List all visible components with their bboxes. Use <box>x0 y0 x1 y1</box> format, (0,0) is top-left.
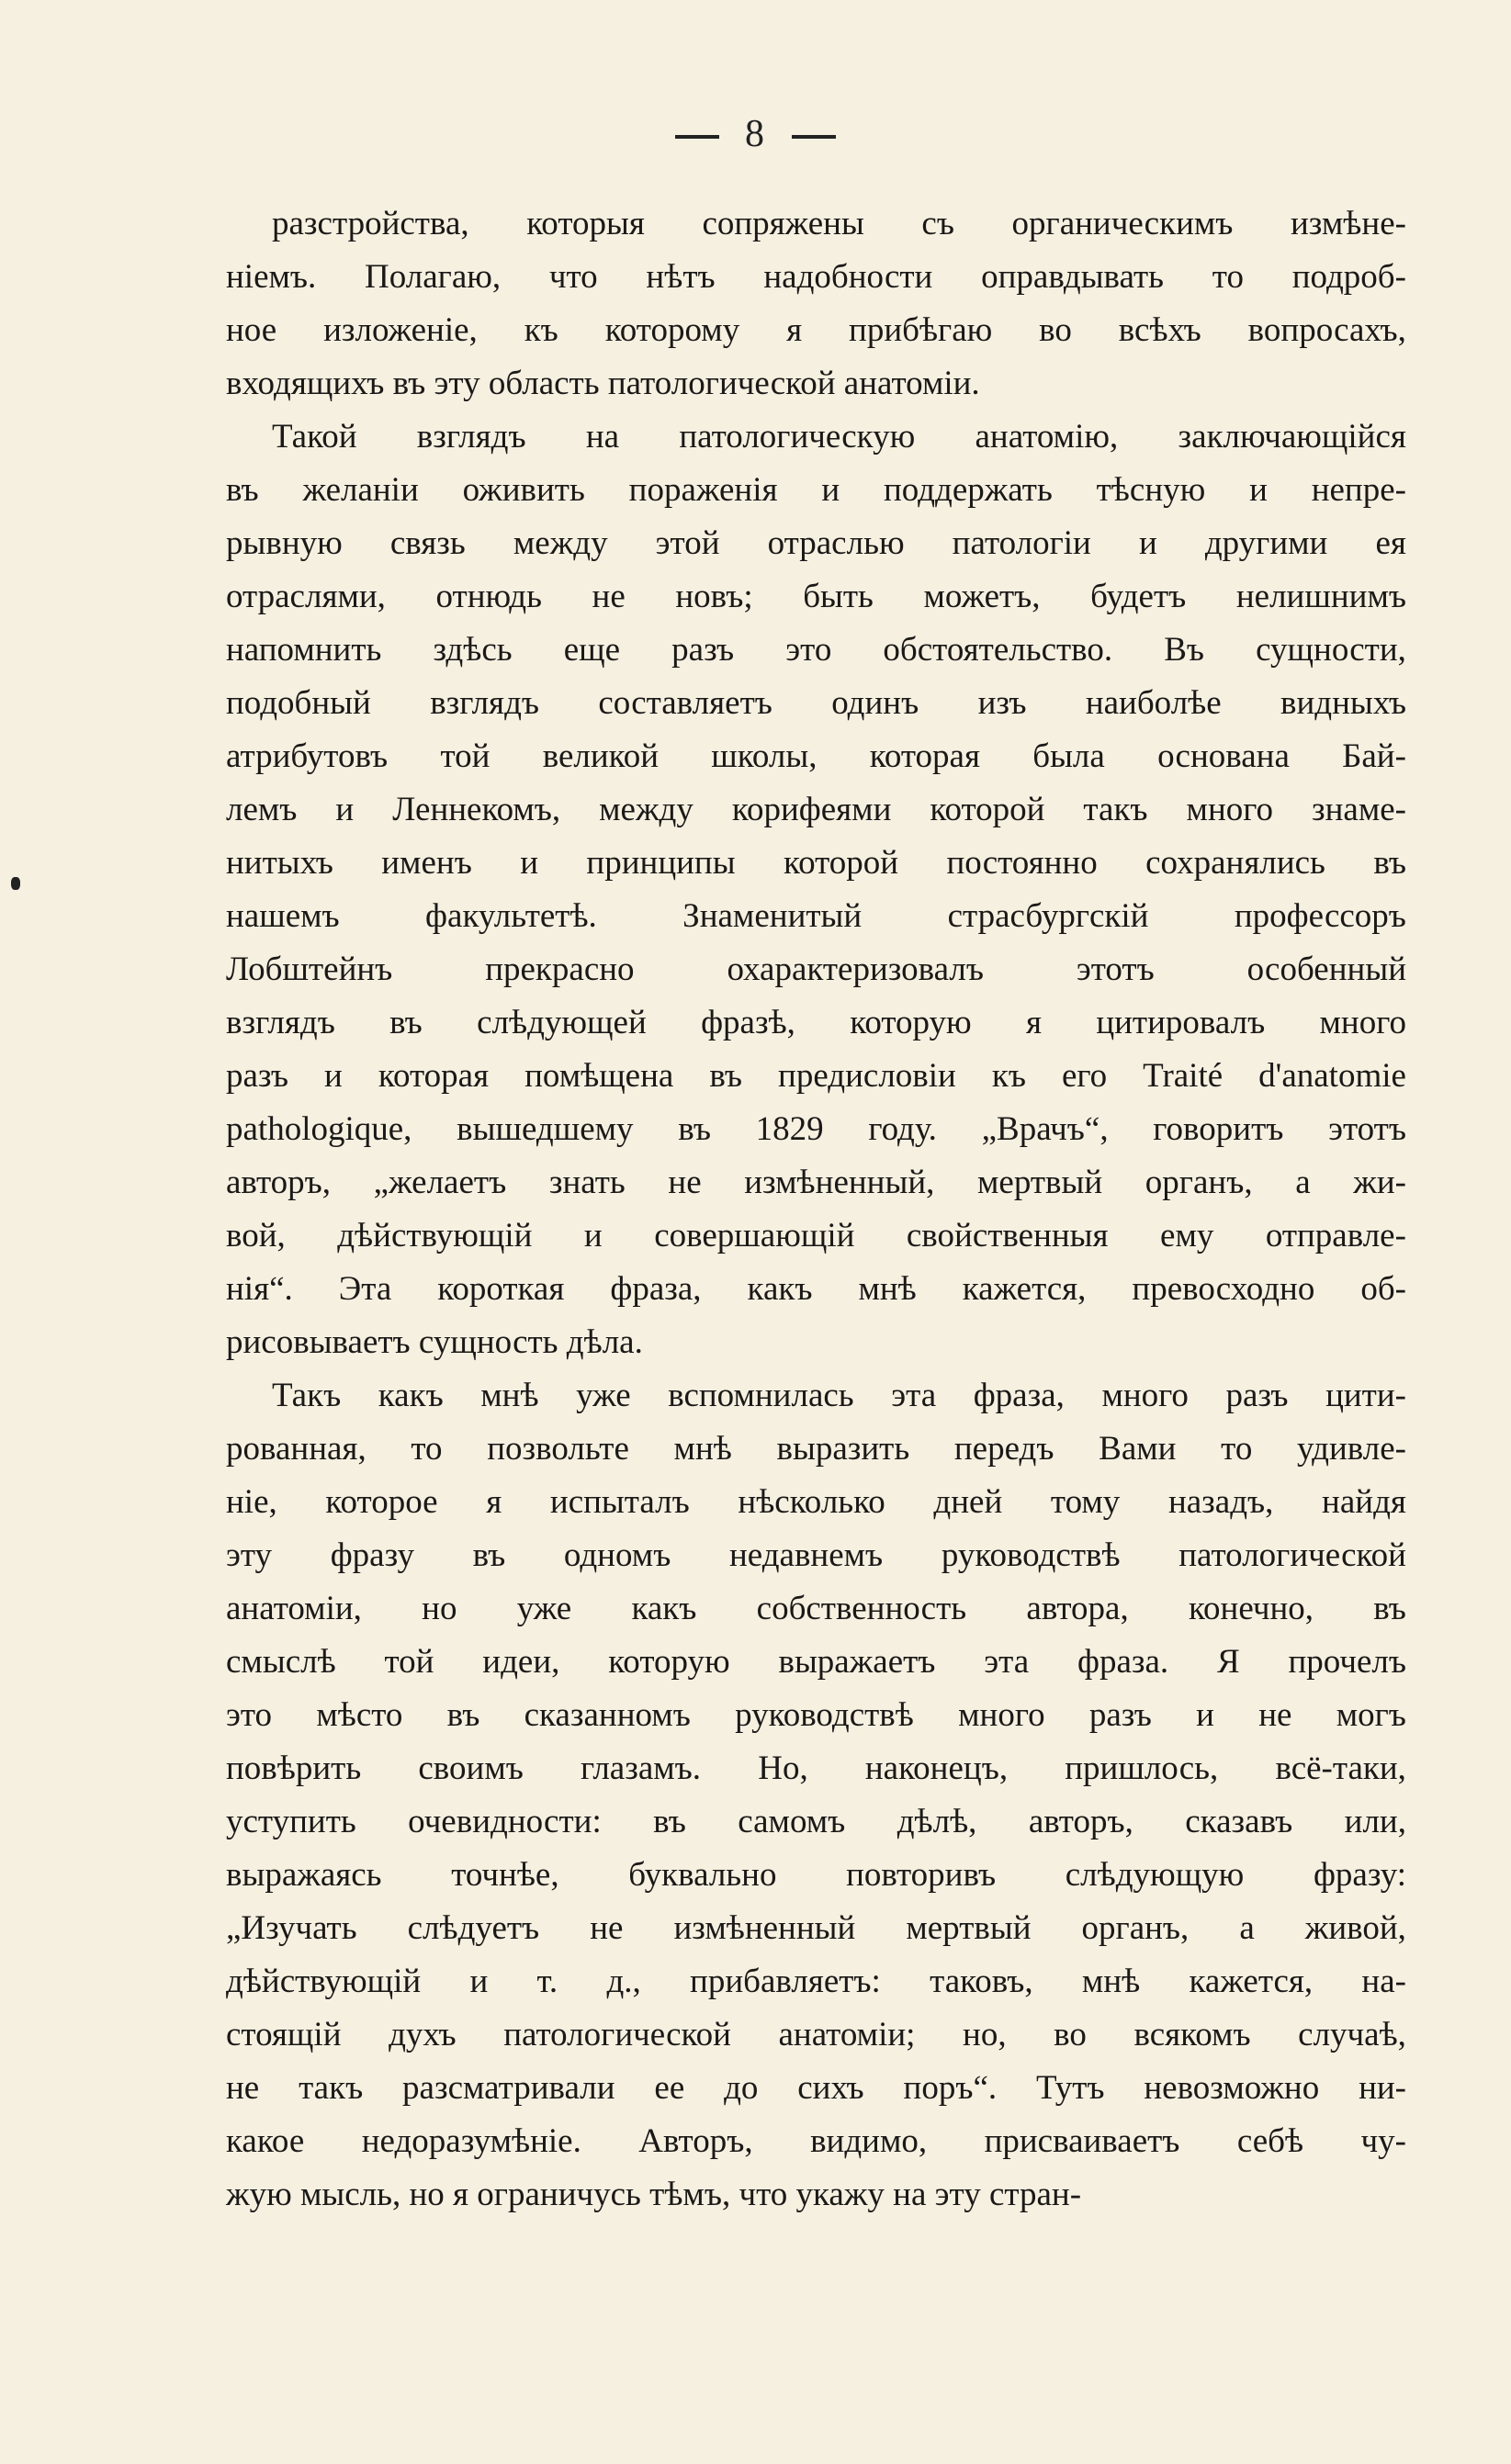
paragraph <box>226 197 1406 411</box>
text-line: разстройства, которыя сопряжены съ органическимъ измѣне- <box>272 205 1406 242</box>
text-line: входящихъ въ эту область патологической анатоміи. <box>226 365 980 402</box>
text-line: напомнить здѣсь еще разъ это обстоятельство. Въ сущности, <box>226 631 1406 669</box>
text-line: pathologique, вышедшему въ 1829 году. „Врачъ“, говоритъ этотъ <box>226 1110 1406 1148</box>
text-line: лемъ и Леннекомъ, между корифеями которой такъ много знаме- <box>226 791 1406 828</box>
text-line: уступить очевидности: въ самомъ дѣлѣ, авторъ, сказавъ или, <box>226 1803 1406 1840</box>
text-line: повѣрить своимъ глазамъ. Но, наконецъ, пришлось, всё-таки, <box>226 1750 1406 1787</box>
text-line: ное изложеніе, къ которому я прибѣгаю во всѣхъ вопросахъ, <box>226 311 1406 349</box>
text-line: авторъ, „желаетъ знать не измѣненный, мертвый органъ, а жи- <box>226 1164 1406 1201</box>
text-line: смыслѣ той идеи, которую выражаетъ эта фраза. Я прочелъ <box>226 1643 1406 1681</box>
text-line: разъ и которая помѣщена въ предисловіи къ его Traité d'anatomie <box>226 1057 1406 1095</box>
text-line: нашемъ факультетѣ. Знаменитый страсбургскій профессоръ <box>226 897 1406 935</box>
paragraph <box>226 1369 1406 2222</box>
text-line: выражаясь точнѣе, буквально повторивъ слѣдующую фразу: <box>226 1856 1406 1894</box>
text-line: не такъ разсматривали ее до сихъ поръ“. Тутъ невозможно ни- <box>226 2069 1406 2107</box>
text-line: рывную связь между этой отраслью патологіи и другими ея <box>226 524 1406 562</box>
text-line: это мѣсто въ сказанномъ руководствѣ много разъ и не могъ <box>226 1696 1406 1734</box>
text-line: нитыхъ именъ и принципы которой постоянно сохранялись въ <box>226 844 1406 882</box>
text-line: Лобштейнъ прекрасно охарактеризовалъ этотъ особенный <box>226 951 1406 988</box>
text-line: нія“. Эта короткая фраза, какъ мнѣ кажется, превосходно об- <box>226 1270 1406 1308</box>
text-line: вой, дѣйствующій и совершающій свойственныя ему отправле- <box>226 1217 1406 1255</box>
left-dash <box>675 135 719 139</box>
text-line: анатоміи, но уже какъ собственность автора, конечно, въ <box>226 1590 1406 1627</box>
text-line: взглядъ въ слѣдующей фразѣ, которую я цитировалъ много <box>226 1004 1406 1041</box>
text-line: какое недоразумѣніе. Авторъ, видимо, присваиваетъ себѣ чу- <box>226 2122 1406 2160</box>
text-line: ніемъ. Полагаю, что нѣтъ надобности оправдывать то подроб- <box>226 258 1406 296</box>
text-line: подобный взглядъ составляетъ одинъ изъ наиболѣе видныхъ <box>226 684 1406 722</box>
text-line: ніе, которое я испыталъ нѣсколько дней тому назадъ, найдя <box>226 1483 1406 1521</box>
text-line: жую мысль, но я ограничусь тѣмъ, что укажу на эту стран- <box>226 2176 1082 2213</box>
text-line: рисовываетъ сущность дѣла. <box>226 1323 643 1361</box>
page-number: 8 <box>0 112 1511 156</box>
text-line: „Изучать слѣдуетъ не измѣненный мертвый органъ, а живой, <box>226 1909 1406 1947</box>
paragraph <box>226 411 1406 1369</box>
text-line: Такой взглядъ на патологическую анатомію, заключающійся <box>272 418 1406 456</box>
right-dash <box>792 135 836 139</box>
body-text <box>226 197 1406 2222</box>
text-line: рованная, то позвольте мнѣ выразить передъ Вами то удивле- <box>226 1430 1406 1468</box>
text-line: эту фразу въ одномъ недавнемъ руководствѣ патологической <box>226 1536 1406 1574</box>
text-line: Такъ какъ мнѣ уже вспомнилась эта фраза, много разъ цити- <box>272 1377 1406 1414</box>
text-line: стоящій духъ патологической анатоміи; но, во всякомъ случаѣ, <box>226 2016 1406 2053</box>
text-line: отраслями, отнюдь не новъ; быть можетъ, будетъ нелишнимъ <box>226 578 1406 615</box>
text-line: атрибутовъ той великой школы, которая была основана Бай- <box>226 737 1406 775</box>
margin-mark <box>11 877 20 890</box>
text-line: въ желаніи оживить пораженія и поддержать тѣсную и непре- <box>226 471 1406 509</box>
text-line: дѣйствующій и т. д., прибавляетъ: таковъ, мнѣ кажется, на- <box>226 1963 1406 2000</box>
